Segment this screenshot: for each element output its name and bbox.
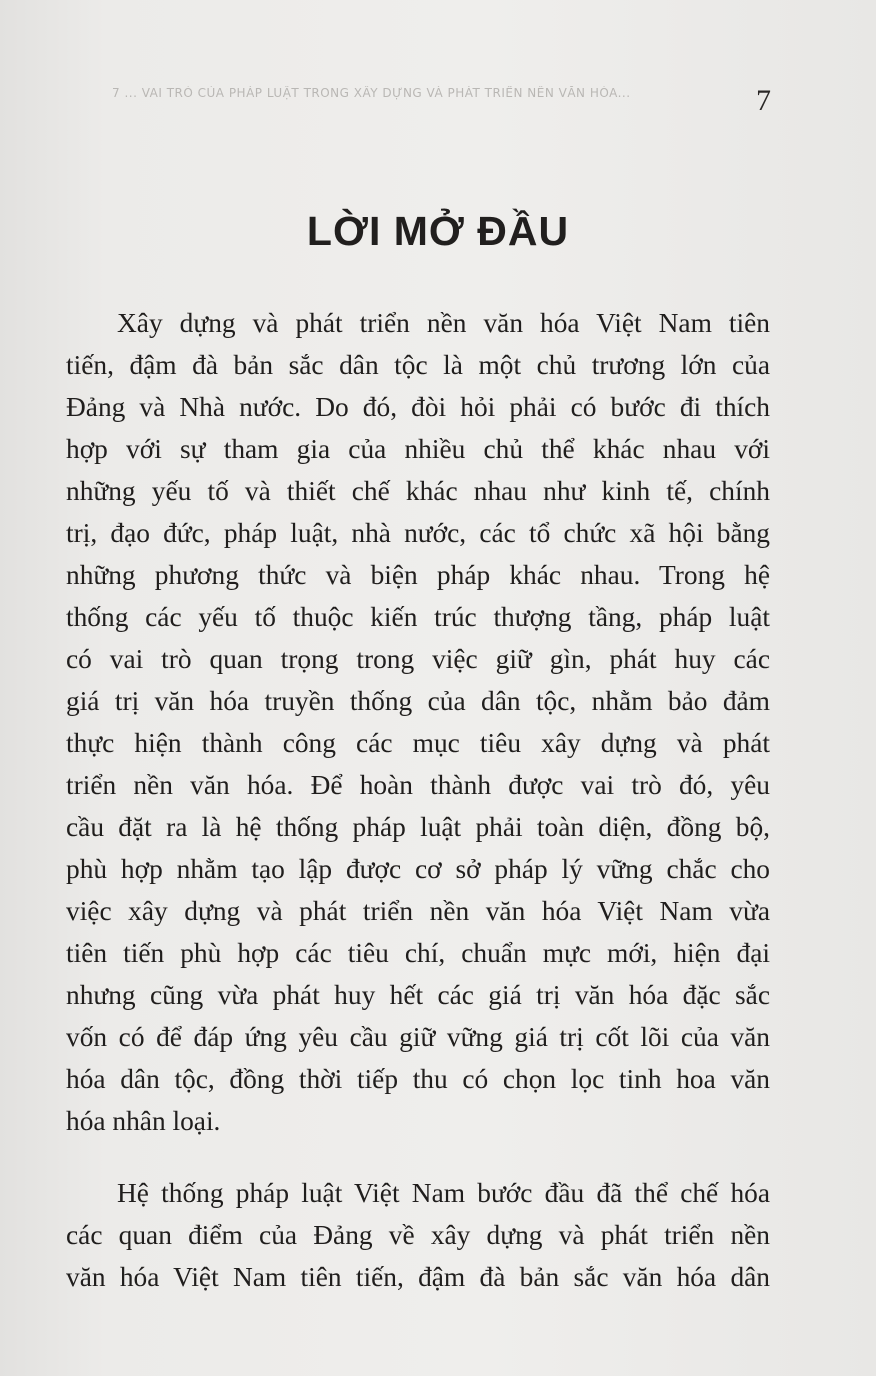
- text-line: hóa dân tộc, đồng thời tiếp thu có chọn lọc tinh hoa văn: [66, 1064, 770, 1094]
- text-line: vốn có để đáp ứng yêu cầu giữ vững giá trị cốt lõi của văn: [66, 1022, 770, 1052]
- text-line: tiên tiến phù hợp các tiêu chí, chuẩn mực mới, hiện đại: [66, 938, 770, 968]
- text-line: Đảng và Nhà nước. Do đó, đòi hỏi phải có bước đi thích: [66, 392, 770, 422]
- text-line: tiến, đậm đà bản sắc dân tộc là một chủ trương lớn của: [66, 350, 770, 380]
- text-line: hóa nhân loại.: [66, 1106, 221, 1136]
- text-line: triển nền văn hóa. Để hoàn thành được vai trò đó, yêu: [66, 770, 770, 800]
- body-text: [66, 302, 770, 1298]
- text-line: thống các yếu tố thuộc kiến trúc thượng tầng, pháp luật: [66, 602, 770, 632]
- text-line: những yếu tố và thiết chế khác nhau như kinh tế, chính: [66, 476, 770, 506]
- text-line: trị, đạo đức, pháp luật, nhà nước, các tổ chức xã hội bằng: [66, 518, 770, 548]
- text-line: các quan điểm của Đảng về xây dựng và phát triển nền: [66, 1220, 770, 1250]
- text-line: có vai trò quan trọng trong việc giữ gìn, phát huy các: [66, 644, 770, 674]
- running-head: 7 ... VAI TRÒ CỦA PHÁP LUẬT TRONG XÂY DỰNG VÀ PHÁT TRIỂN NỀN VĂN HÓA...: [112, 86, 631, 100]
- text-line: những phương thức và biện pháp khác nhau. Trong hệ: [66, 560, 770, 590]
- text-line: nhưng cũng vừa phát huy hết các giá trị văn hóa đặc sắc: [66, 980, 770, 1010]
- text-line: giá trị văn hóa truyền thống của dân tộc, nhằm bảo đảm: [66, 686, 770, 716]
- chapter-title: LỜI MỞ ĐẦU: [306, 208, 570, 254]
- paragraph-gap: [66, 1142, 770, 1172]
- text-line: cầu đặt ra là hệ thống pháp luật phải toàn diện, đồng bộ,: [66, 812, 770, 842]
- text-line: việc xây dựng và phát triển nền văn hóa Việt Nam vừa: [66, 896, 770, 926]
- text-line: văn hóa Việt Nam tiên tiến, đậm đà bản sắc văn hóa dân: [66, 1262, 770, 1292]
- text-line: hợp với sự tham gia của nhiều chủ thể khác nhau với: [66, 434, 770, 464]
- text-line: thực hiện thành công các mục tiêu xây dựng và phát: [66, 728, 770, 758]
- text-line: Hệ thống pháp luật Việt Nam bước đầu đã thể chế hóa: [117, 1178, 770, 1208]
- text-line: phù hợp nhằm tạo lập được cơ sở pháp lý vững chắc cho: [66, 854, 770, 884]
- text-line: Xây dựng và phát triển nền văn hóa Việt Nam tiên: [117, 308, 770, 338]
- page-number: 7: [756, 84, 771, 117]
